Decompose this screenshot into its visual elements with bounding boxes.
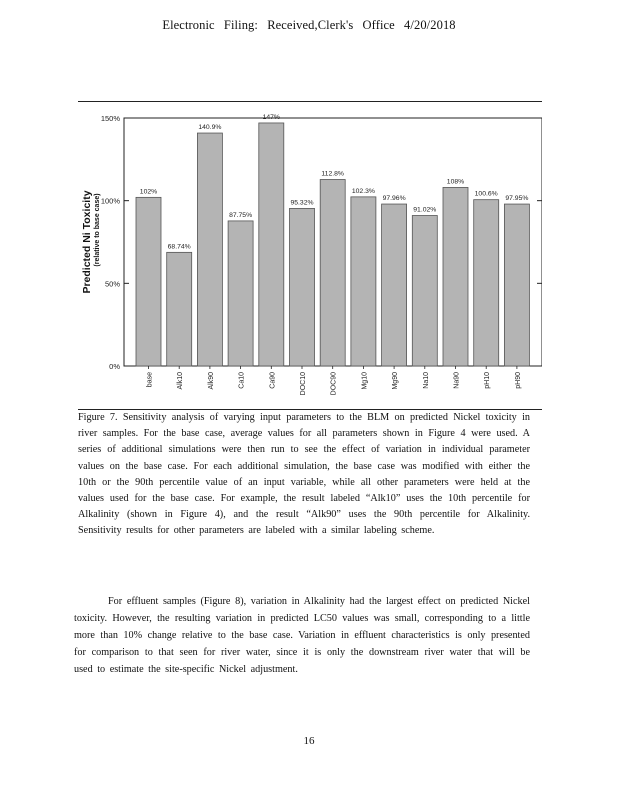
x-tick-label: Alk10 xyxy=(177,372,185,390)
figure-7-chart xyxy=(78,102,542,408)
figure-caption: Figure 7. Sensitivity analysis of varying input parameters to the BLM on predicted Nickel toxicity in river samples. For the base case, average values for all parameters shown in Figure 4 were used. A series of additional simulations were then run to see the effect of variation in individual parameter values on the base case. For each additional simulation, the base case was modified with either the 10th or the 90th percentile value of an input variable, while all other parameters were held at the values used for the base case. For example, the result labeled “Alk10” uses the 10th percentile for Alkalinity (shown in Figure 4), and the result “Alk90” uses the 90th percentile for Alkalinity. Sensitivity results for other parameters are labeled with a similar labeling scheme. xyxy=(78,412,530,537)
y-tick-label: 100% xyxy=(100,196,120,206)
data-label: 147% xyxy=(262,113,280,121)
bar-mg10 xyxy=(351,197,376,366)
x-tick-label: Ca90 xyxy=(269,372,277,389)
x-tick-label: DOC10 xyxy=(300,372,307,396)
data-label: 97.96% xyxy=(382,195,406,203)
body-paragraph: For effluent samples (Figure 8), variation in Alkalinity had the largest effect on predicted Nickel toxicity. However, the resulting variation in predicted LC50 values was small, corresponding to a little more than 10% change relative to the base case. Variation in effluent characteristics is only presented for comparison to that seen for river water, since it is only the downstream river water that will be used to estimate the site-specific Nickel adjustment. xyxy=(74,596,530,675)
y-tick-label: 150% xyxy=(100,114,120,123)
data-label: 91.02% xyxy=(413,206,437,214)
data-label: 87.75% xyxy=(229,211,253,219)
data-label: 95.32% xyxy=(290,199,314,207)
y-tick-label: 0% xyxy=(109,362,120,371)
x-tick-label: Mg90 xyxy=(392,372,400,390)
data-label: 108% xyxy=(446,178,465,186)
data-label: 112.8% xyxy=(321,170,344,178)
bar-na90 xyxy=(443,187,468,366)
bar-ph10 xyxy=(474,200,499,366)
data-label: 140.9% xyxy=(198,124,222,132)
data-label: 100.6% xyxy=(474,190,498,198)
bar-alk90 xyxy=(197,133,222,366)
bar-alk10 xyxy=(167,252,192,366)
x-tick-label: Na90 xyxy=(453,372,461,389)
bar-na10 xyxy=(412,216,437,366)
data-label: 68.74% xyxy=(167,243,191,251)
x-tick-label: Ca10 xyxy=(238,372,246,389)
bar-ca90 xyxy=(259,123,284,366)
x-tick-label: DOC90 xyxy=(330,372,338,396)
x-tick-label: pH10 xyxy=(484,372,492,389)
y-tick-label: 50% xyxy=(104,279,120,289)
x-tick-label: Alk90 xyxy=(207,372,215,390)
page-header: Electronic Filing: Received,Clerk's Office 4/20/2018 xyxy=(162,18,456,32)
y-axis-sublabel: (relative to base case) xyxy=(94,193,101,267)
bar-base xyxy=(136,197,161,366)
y-axis-label: Predicted Ni Toxicity xyxy=(81,190,93,294)
x-tick-label: pH90 xyxy=(514,372,522,389)
data-label: 102.3% xyxy=(351,187,375,195)
bar-mg90 xyxy=(382,204,407,366)
bar-doc10 xyxy=(290,208,315,366)
bar-doc90 xyxy=(320,180,345,366)
x-tick-label: Na10 xyxy=(422,372,430,389)
page-number: 16 xyxy=(303,735,315,747)
bar-chart xyxy=(78,102,542,408)
data-label: 102% xyxy=(139,188,158,196)
x-tick-label: Mg10 xyxy=(361,372,369,390)
bar-ph90 xyxy=(504,204,529,366)
bar-ca10 xyxy=(228,221,253,366)
x-tick-label: base xyxy=(146,372,154,388)
data-label: 97.95% xyxy=(505,195,529,203)
